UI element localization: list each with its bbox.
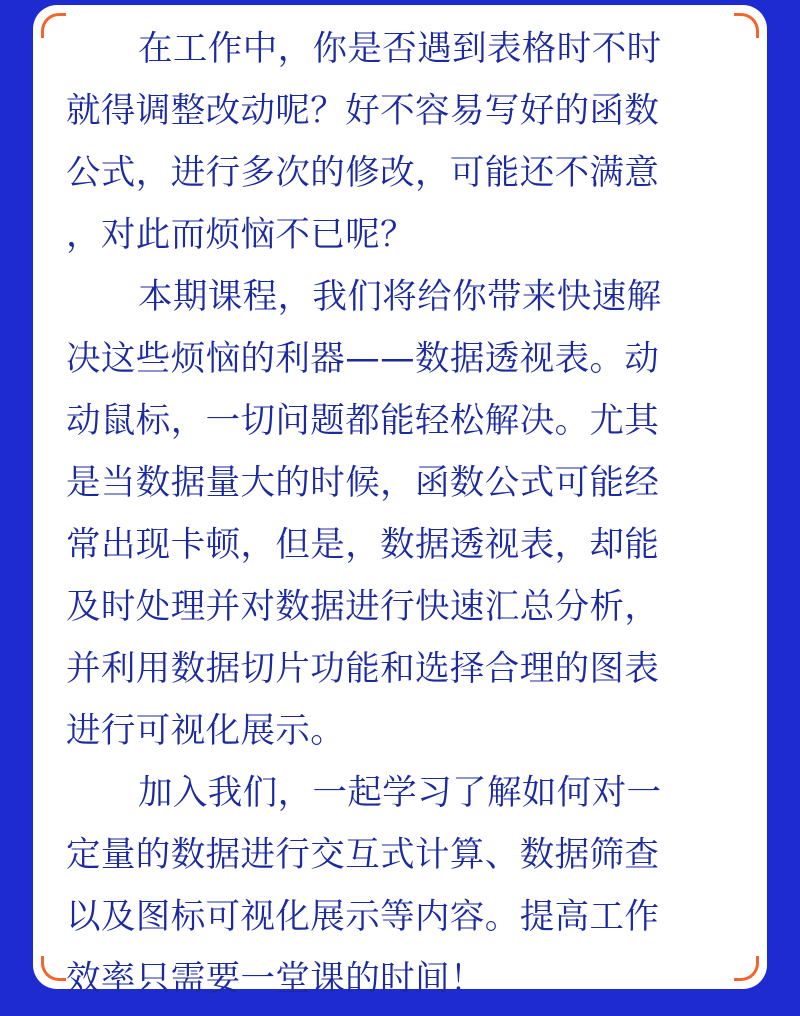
corner-bracket-top-left <box>41 13 66 38</box>
text-line: 是当数据量大的时候，函数公式可能经 <box>66 463 660 503</box>
text-line: ，对此而烦恼不已呢？ <box>66 215 415 255</box>
text-line: 在工作中，你是否遇到表格时不时 <box>138 29 662 69</box>
text-line: 就得调整改动呢？好不容易写好的函数 <box>66 91 660 131</box>
paragraph-intro <box>66 18 746 266</box>
text-line: 决这些烦恼的利器——数据透视表。动 <box>66 339 660 379</box>
paragraph-course <box>66 266 746 762</box>
text-line: 常出现卡顿，但是，数据透视表，却能 <box>66 525 660 565</box>
text-line: 并利用数据切片功能和选择合理的图表 <box>66 649 660 689</box>
text-line: 效率只需要一堂课的时间！ <box>66 959 485 999</box>
text-line: 加入我们，一起学习了解如何对一 <box>138 773 662 813</box>
text-line: 定量的数据进行交互式计算、数据筛查 <box>66 835 660 875</box>
text-line: 及时处理并对数据进行快速汇总分析， <box>66 587 660 627</box>
text-line: 以及图标可视化展示等内容。提高工作 <box>66 897 660 937</box>
paragraph-invitation <box>66 762 746 1010</box>
text-line: 动鼠标，一切问题都能轻松解决。尤其 <box>66 401 660 441</box>
text-line: 本期课程，我们将给你带来快速解 <box>138 277 662 317</box>
corner-bracket-bottom-left <box>41 956 66 981</box>
course-description <box>66 18 746 1010</box>
text-line: 公式，进行多次的修改，可能还不满意 <box>66 153 660 193</box>
text-line: 进行可视化展示。 <box>66 711 346 751</box>
